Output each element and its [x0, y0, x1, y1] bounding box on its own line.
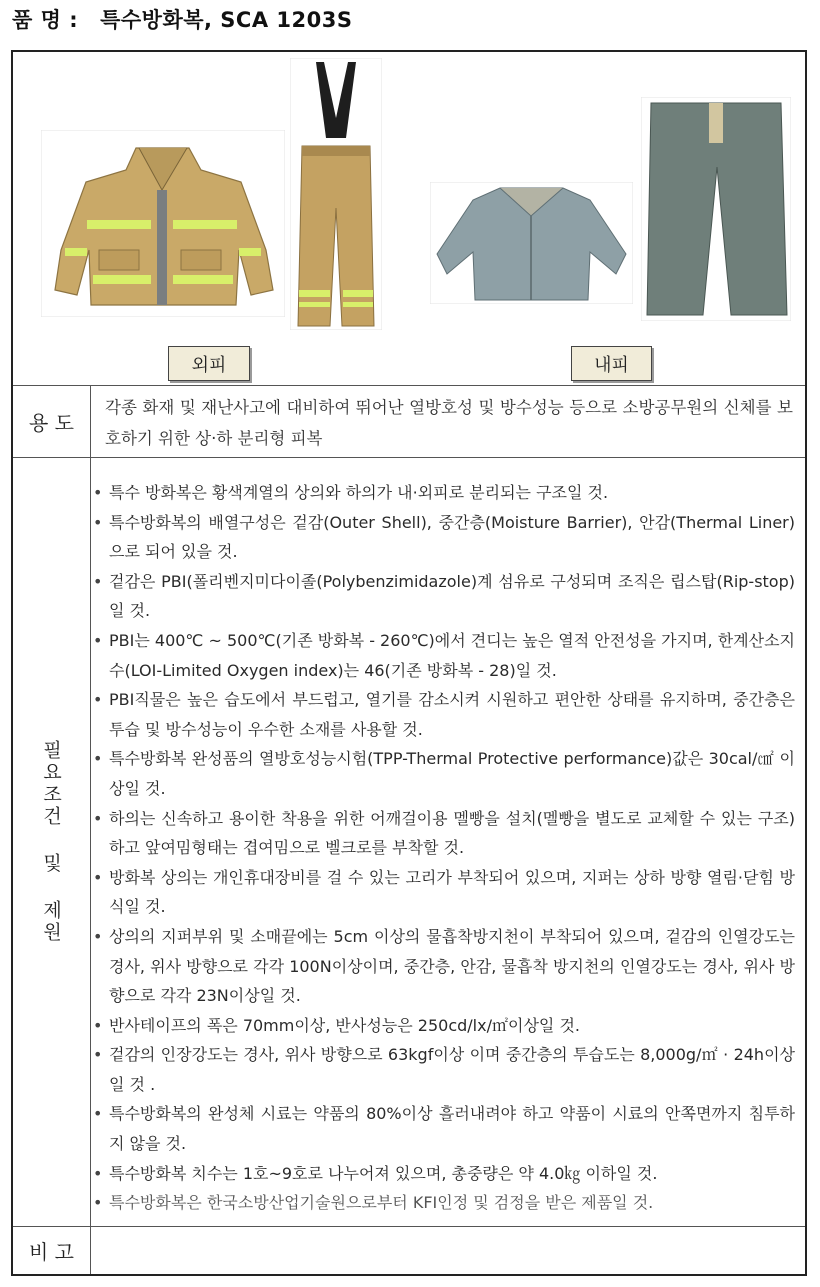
list-item: • PBI는 400℃ ~ 500℃(기존 방화복 - 260℃)에서 견디는 높은 열적 안전성을 가지며, 한계산소지수(LOI-Limited Oxygen index)는 46(기존 방화복 - 28)일 것.	[91, 626, 795, 685]
usage-row	[13, 386, 805, 458]
list-item: • 방화복 상의는 개인휴대장비를 걸 수 있는 고리가 부착되어 있으며, 지퍼는 상하 방향 열림·닫힘 방식일 것.	[91, 863, 795, 922]
note-label-text: 비 고	[29, 1240, 74, 1264]
note-label	[13, 1227, 91, 1274]
document-title	[12, 4, 352, 34]
requirements-label-text: 필요조건 및 제원	[40, 740, 62, 944]
requirements-content	[91, 458, 805, 1226]
inner-pants-image	[641, 97, 791, 321]
outer-jacket-image	[41, 130, 285, 317]
list-item: • 특수방화복 완성품의 열방호성능시험(TPP-Thermal Protective performance)값은 30cal/㎠ 이상일 것.	[91, 744, 795, 803]
requirements-row	[13, 458, 805, 1227]
spec-sheet	[11, 50, 807, 1276]
list-item: • 하의는 신속하고 용이한 착용을 위한 어깨걸이용 멜빵을 설치(멜빵을 별도로 교체할 수 있는 구조)하고 앞여밈형태는 겹여밈으로 벨크로를 부착할 것.	[91, 804, 795, 863]
note-row	[13, 1227, 805, 1274]
list-item: • 반사테이프의 폭은 70mm이상, 반사성능은 250cd/lx/㎡이상일 것.	[91, 1011, 795, 1041]
list-item: • 특수방화복의 완성체 시료는 약품의 80%이상 흘러내려야 하고 약품이 시료의 안쪽면까지 침투하지 않을 것.	[91, 1099, 795, 1158]
outer-caption-text: 외피	[191, 354, 227, 376]
outer-caption	[168, 346, 250, 381]
inner-jacket-image	[430, 182, 633, 304]
list-item: • 특수방화복의 배열구성은 겉감(Outer Shell), 중간층(Moisture Barrier), 안감(Thermal Liner)으로 되어 있을 것.	[91, 508, 795, 567]
list-item: • 특수 방화복은 황색계열의 상의와 하의가 내·외피로 분리되는 구조일 것.	[91, 478, 795, 508]
usage-content	[91, 386, 805, 457]
outer-pants-image	[290, 58, 382, 330]
list-item: • 겉감은 PBI(폴리벤지미다이졸(Polybenzimidazole)계 섬유로 구성되며 조직은 립스탑(Rip-stop)일 것.	[91, 567, 795, 626]
inner-caption	[571, 346, 652, 381]
usage-label	[13, 386, 91, 457]
requirements-list	[91, 458, 805, 1218]
list-item: • 특수방화복 치수는 1호~9호로 나누어져 있으며, 총중량은 약 4.0㎏ 이하일 것.	[91, 1159, 795, 1189]
usage-text: 각종 화재 및 재난사고에 대비하여 뛰어난 열방호성 및 방수성능 등으로 소방공무원의 신체를 보호하기 위한 상·하 분리형 피복	[105, 398, 793, 448]
requirements-label	[13, 458, 91, 1226]
note-content	[91, 1227, 805, 1274]
list-item: • PBI직물은 높은 습도에서 부드럽고, 열기를 감소시켜 시원하고 편안한 상태를 유지하며, 중간층은 투습 및 방수성능이 우수한 소재를 사용할 것.	[91, 685, 795, 744]
list-item: • 상의의 지퍼부위 및 소매끝에는 5cm 이상의 물흡착방지천이 부착되어 있으며, 겉감의 인열강도는 경사, 위사 방향으로 각각 100N이상이며, 중간층, 안감, 물흡착 방지천의 인열강도는 경사, 위사 방향으로 각각 23N이상일 것.	[91, 922, 795, 1011]
list-item: • 특수방화복은 한국소방산업기술원으로부터 KFI인정 및 검정을 받은 제품일 것.	[91, 1188, 795, 1218]
inner-caption-text: 내피	[594, 354, 629, 376]
photo-row	[13, 52, 805, 386]
usage-label-text: 용 도	[29, 411, 74, 435]
title-label: 품 명 :	[12, 8, 79, 32]
product-name: 특수방화복, SCA 1203S	[100, 8, 353, 32]
list-item: • 겉감의 인장강도는 경사, 위사 방향으로 63kgf이상 이며 중간층의 투습도는 8,000g/㎡ · 24h이상일 것 .	[91, 1040, 795, 1099]
